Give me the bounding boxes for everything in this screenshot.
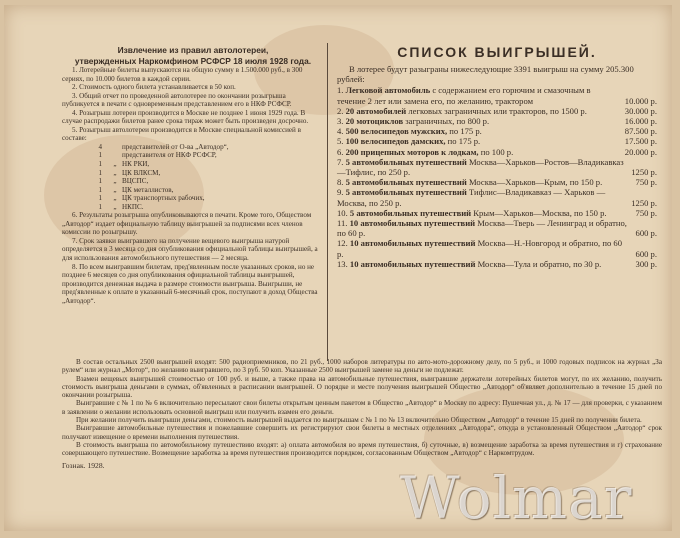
prize-row <box>337 187 657 207</box>
prize-number: 8. <box>337 177 344 188</box>
watermark: Wolmar <box>400 464 633 531</box>
commission-member: 1 „ ЦК транспортных рабочих, <box>98 194 205 203</box>
prize-description <box>337 126 619 136</box>
prize-description <box>337 177 630 187</box>
prize-amount: 17.500 р. <box>624 136 657 147</box>
prize-row <box>337 116 657 126</box>
prize-row <box>337 136 657 146</box>
commission-member: 1 „ ЦК ВЛКСМ, <box>98 168 161 177</box>
prize-list <box>337 85 657 269</box>
rules-column <box>62 45 324 305</box>
commission-member: 1 „ НК РКИ, <box>98 160 150 169</box>
rule-item: 4. Розыгрыш лотереи производится в Москве не позднее 1 июня 1929 года. В случае распродажи билетов ранее срока тираж может быть произведен досрочно. <box>62 108 309 126</box>
prize-details: по 175 р. <box>445 136 481 147</box>
prize-details: Москва—Н.-Новгород и обратно, по 60 р. <box>337 238 622 259</box>
prize-details: Москва—Харьков—Ростов—Владикавказ—Тифлис, по 250 р. <box>337 156 624 178</box>
prize-row <box>337 218 657 238</box>
prize-number: 1. <box>337 85 344 96</box>
prize-amount: 600 р. <box>635 228 657 239</box>
condition-paragraph: Выигравшие автомобильные путешествия и пожелавшие совершить их регистрируют свои билеты в местных отделениях „Автодора“, откуда в установленный Обществом „Автодор“ срок получают извещение о времени выполнения путешествия. <box>62 424 662 441</box>
prize-number: 5. <box>337 136 344 147</box>
prize-amount: 300 р. <box>635 258 657 269</box>
prize-row <box>337 106 657 116</box>
commission-member: 1 „ ВЦСПС, <box>98 177 149 186</box>
condition-paragraph: Взамен вещевых выигрышей стоимостью от 100 руб. и выше, а также права на автомобильные путешествия, выигравшие держатели лотерейных билетов могут, по их желанию, получить стоимость выигрыша деньгами в суммах, об'явленных в расписании выигрышей. О порядке и месте получения выигрышей Общество „Автодор“ об'являет дополнительно в течение 15 дней по окончании розыгрыша. <box>62 374 662 400</box>
prize-number: 3. <box>337 116 344 127</box>
prize-row <box>337 157 657 177</box>
prize-number: 2. <box>337 105 344 116</box>
rules-title-line2: утвержденных Наркомфином РСФСР 18 июля 1928 года. <box>74 55 312 66</box>
prize-title: 10 автомобильных путешествий <box>349 218 476 229</box>
prize-title: 10 автомобильных путешествий <box>349 238 476 249</box>
prize-row <box>337 147 657 157</box>
prize-title: 10 автомобильных путешествий <box>349 258 476 269</box>
prize-description <box>337 238 630 258</box>
commission-member: 1 представителя от НКФ РСФСР, <box>98 151 217 160</box>
prize-row <box>337 208 657 218</box>
condition-paragraph: В состав остальных 2500 выигрышей входят: 500 радиоприемников, по 21 руб., 1000 наборов литературы по авто-мото-дорожному делу, по 5 руб., и 1000 годовых подписок на журнал „За рулем“ или журнал „Мотор“, по желанию выигравшего, по 3 руб. 50 коп. Указанные 2500 выигрышей замене на деньги не подлежат. <box>62 358 662 375</box>
prize-details: Москва—Тула и обратно, по 30 р. <box>475 258 602 269</box>
prize-amount: 87.500 р. <box>624 126 657 137</box>
prize-row <box>337 259 657 269</box>
printer-imprint: Гознак. 1928. <box>62 460 105 470</box>
prize-details: по 175 р. <box>447 126 482 137</box>
prize-number: 6. <box>337 146 344 157</box>
prize-description <box>337 208 630 218</box>
prize-details: легковых заграничных или тракторов, по 1500 р. <box>406 105 587 116</box>
prize-title: 200 прицепных моторов к лодкам, <box>345 146 479 157</box>
lottery-ticket-back <box>4 5 672 531</box>
condition-paragraph: В стоимость выигрыша по автомобильному путешествию входят: а) оплата автомобиля во время путешествия, б) суточные, в) возмещение заработка за время путешествия и г) страхование совершающего путешествие. Возмещение заработка за время путешествия производится порядком, согласованным Обществом „Автодор“ с Наркомтрудом. <box>62 440 662 458</box>
prize-details: заграничных, по 800 р. <box>403 116 490 127</box>
prize-row <box>337 85 657 105</box>
rule-item: 8. По всем выигравшим билетам, пред'явленным после указанных сроков, но не позднее 6 месяцев со дня опубликования официальной таблицы выигрышей, производится денежная выдача в размере стоимости выигрыша. Выигрыши, не пред'явленные к оплате в указанный 6-месячный срок, поступают в доход Общества „Автодор“. <box>62 262 318 305</box>
rule-item: 3. Общий отчет по проведенной автолотерее по окончании розыгрыша публикуется в печати с одновременным представлением его в НКФ РСФСР. <box>62 91 292 109</box>
condition-paragraph: При желании получить выигрыши деньгами, стоимость выигрышей выдается по выигрышам с № 1 по № 13 включительно Обществом „Автодор“ в течение 15 дней по получении билета. <box>76 416 642 425</box>
rule-item: 7. Срок заявки выигравшего на получение вещевого выигрыша натурой определяется в 3 месяца со дня опубликования официальной таблицы выигрышей, а для использования автомобильного путешествия — 2 месяца. <box>62 236 318 263</box>
prize-amount: 750 р. <box>635 177 657 188</box>
prize-description <box>337 136 619 146</box>
prize-number: 12. <box>337 238 348 249</box>
prize-details: с содержанием его горючим и смазочным в течение 2 лет или замена его, по желанию, трактором <box>337 85 591 106</box>
prize-amount: 750 р. <box>635 207 657 218</box>
prize-description <box>337 116 619 126</box>
prize-amount: 30.000 р. <box>624 105 657 116</box>
prize-number: 13. <box>337 258 348 269</box>
prize-details: по 100 р. <box>478 146 514 157</box>
prize-amount: 1250 р. <box>631 167 657 178</box>
prize-number: 11. <box>337 218 348 229</box>
rules-title-line1: Извлечение из правил автолотереи, <box>117 45 269 55</box>
prize-title: 500 велосипедов мужских, <box>345 126 448 137</box>
prize-number: 7. <box>337 156 344 167</box>
prize-details: Тифлис—Владикавказ — Харьков — Москва, по 250 р. <box>337 187 606 208</box>
prize-description <box>337 157 625 177</box>
prize-amount: 16.000 р. <box>624 116 657 127</box>
conditions-section <box>62 358 662 470</box>
rule-item: 6. Результаты розыгрыша опубликовываются в печати. Кроме того, Обществом „Автодор“ издает официальную таблицу выигрышей за подписями всех членов комиссии по розыгрышу. <box>62 211 312 237</box>
prize-amount: 1250 р. <box>631 197 657 208</box>
prize-title: 5 автомобильных путешествий <box>345 187 467 198</box>
prize-list-column <box>337 43 657 269</box>
prize-amount: 10.000 р. <box>624 95 657 106</box>
prize-row <box>337 238 657 258</box>
prize-title: 20 автомобилей <box>345 105 407 116</box>
prize-amount: 20.000 р. <box>624 146 657 157</box>
prize-description <box>337 85 619 105</box>
prize-list-intro: В лотерее будут разыграны нижеследующие 3391 выигрыш на сумму 205.300 рублей: <box>337 64 634 85</box>
prize-amount: 600 р. <box>635 248 657 259</box>
rule-item: 5. Розыгрыш автолотереи производится в Москве специальной комиссией в составе: <box>62 125 301 143</box>
commission-member: 1 „ ЦК металлистов, <box>98 185 174 194</box>
prize-title: 5 автомобильных путешествий <box>345 156 467 167</box>
prize-title: 5 автомобильных путешествий <box>349 207 472 218</box>
prize-description <box>337 106 619 116</box>
prize-number: 9. <box>337 187 344 198</box>
prize-description <box>337 187 625 207</box>
prize-row <box>337 177 657 187</box>
commission-list <box>62 143 324 211</box>
prize-details: Москва—Тверь — Ленинград и обратно, по 60 р. <box>337 218 627 239</box>
prize-details: Крым—Харьков—Москва, по 150 р. <box>471 207 607 218</box>
rule-item: 1. Лотерейные билеты выпускаются на общую сумму в 1.500.000 руб., в 300 сериях, по 10.000 билетов в каждой серии. <box>62 66 303 83</box>
prize-title: 100 велосипедов дамских, <box>345 136 446 147</box>
condition-paragraph: Выигравшие с № 1 по № 6 включительно пересылают свои билеты открытым ценным пакетом в Общество „Автодор“ в Москву по адресу: Пушечная ул., д. № 17 — для проверки, с указанием в заявлении о желании использовать основной выигрыш или получить взамен его деньги. <box>62 399 662 416</box>
prize-number: 10. <box>337 207 348 218</box>
rules-title <box>62 45 324 66</box>
prize-row <box>337 126 657 136</box>
prize-title: 20 мотоциклов <box>345 116 404 127</box>
rule-item: 2. Стоимость одного билета устанавливается в 50 коп. <box>72 83 236 92</box>
commission-member: 1 „ НКПС. <box>98 202 144 211</box>
prize-description <box>337 218 630 238</box>
commission-member: 4 представителей от О-ва „Автодор“, <box>98 142 229 151</box>
prize-details: Москва—Харьков—Крым, по 150 р. <box>466 177 603 188</box>
prize-number: 4. <box>337 126 344 137</box>
prize-title: 5 автомобильных путешествий <box>345 177 467 188</box>
prize-title: Легковой автомобиль <box>345 85 431 96</box>
column-divider <box>327 43 328 361</box>
prize-description <box>337 147 619 157</box>
prize-list-title: СПИСОК ВЫИГРЫШЕЙ. <box>397 44 597 60</box>
prize-description <box>337 259 630 269</box>
